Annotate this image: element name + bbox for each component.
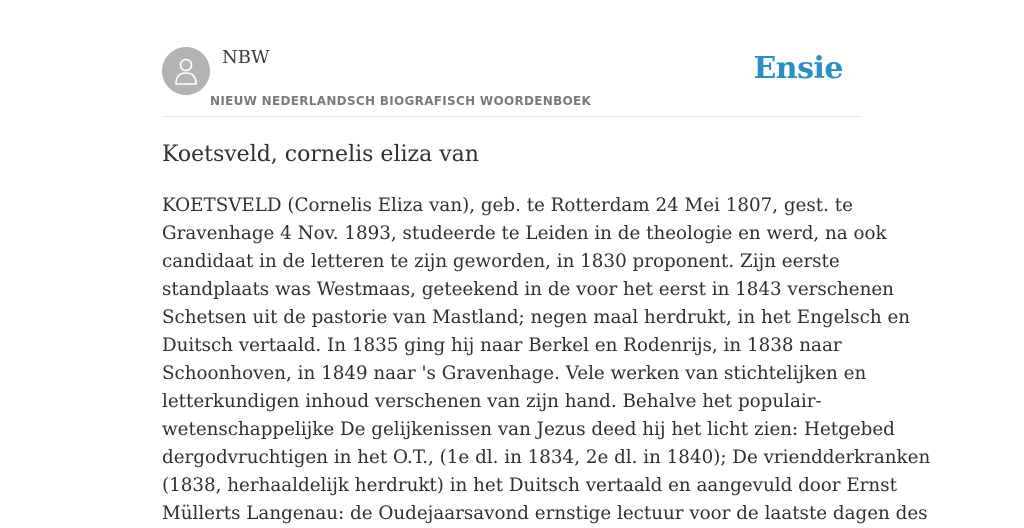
article-line: Gravenhage 4 Nov. 1893, studeerde te Leiden in de theologie en werd, na ook	[162, 223, 887, 244]
user-icon	[174, 57, 198, 85]
article-line: dergodvruchtigen in het O.T., (1e dl. in 1834, 2e dl. in 1840); De vriendderkranken	[162, 447, 931, 468]
article-body	[162, 192, 931, 528]
article-line: Müllerts Langenau: de Oudejaarsavond ernstige lectuur voor de laatste dagen des	[162, 503, 928, 524]
article-line: letterkundigen inhoud verschenen van zijn hand. Behalve het populair-	[162, 391, 822, 412]
source-name[interactable]: NBW	[222, 47, 270, 68]
article-line: Duitsch vertaald. In 1835 ging hij naar Berkel en Rodenrijs, in 1838 naar	[162, 335, 842, 356]
article-line: (1838, herhaaldelijk herdrukt) in het Duitsch vertaald en aangevuld door Ernst	[162, 475, 897, 496]
article-line: standplaats was Westmaas, geteekend in de voor het eerst in 1843 verschenen	[162, 279, 894, 300]
avatar[interactable]	[162, 47, 210, 95]
article-line: Schoonhoven, in 1849 naar 's Gravenhage. Vele werken van stichtelijken en	[162, 363, 867, 384]
source-full-name: NIEUW NEDERLANDSCH BIOGRAFISCH WOORDENBOEK	[210, 94, 592, 108]
brand-logo[interactable]: Ensie	[753, 51, 843, 86]
article-line: KOETSVELD (Cornelis Eliza van), geb. te Rotterdam 24 Mei 1807, gest. te	[162, 195, 853, 216]
page-title: Koetsveld, cornelis eliza van	[162, 142, 479, 167]
header	[162, 0, 862, 117]
article-line: candidaat in de letteren te zijn geworden, in 1830 proponent. Zijn eerste	[162, 251, 840, 272]
article-line: Schetsen uit de pastorie van Mastland; negen maal herdrukt, in het Engelsch en	[162, 307, 911, 328]
article-line: wetenschappelijke De gelijkenissen van Jezus deed hij het licht zien: Hetgebed	[162, 419, 895, 440]
